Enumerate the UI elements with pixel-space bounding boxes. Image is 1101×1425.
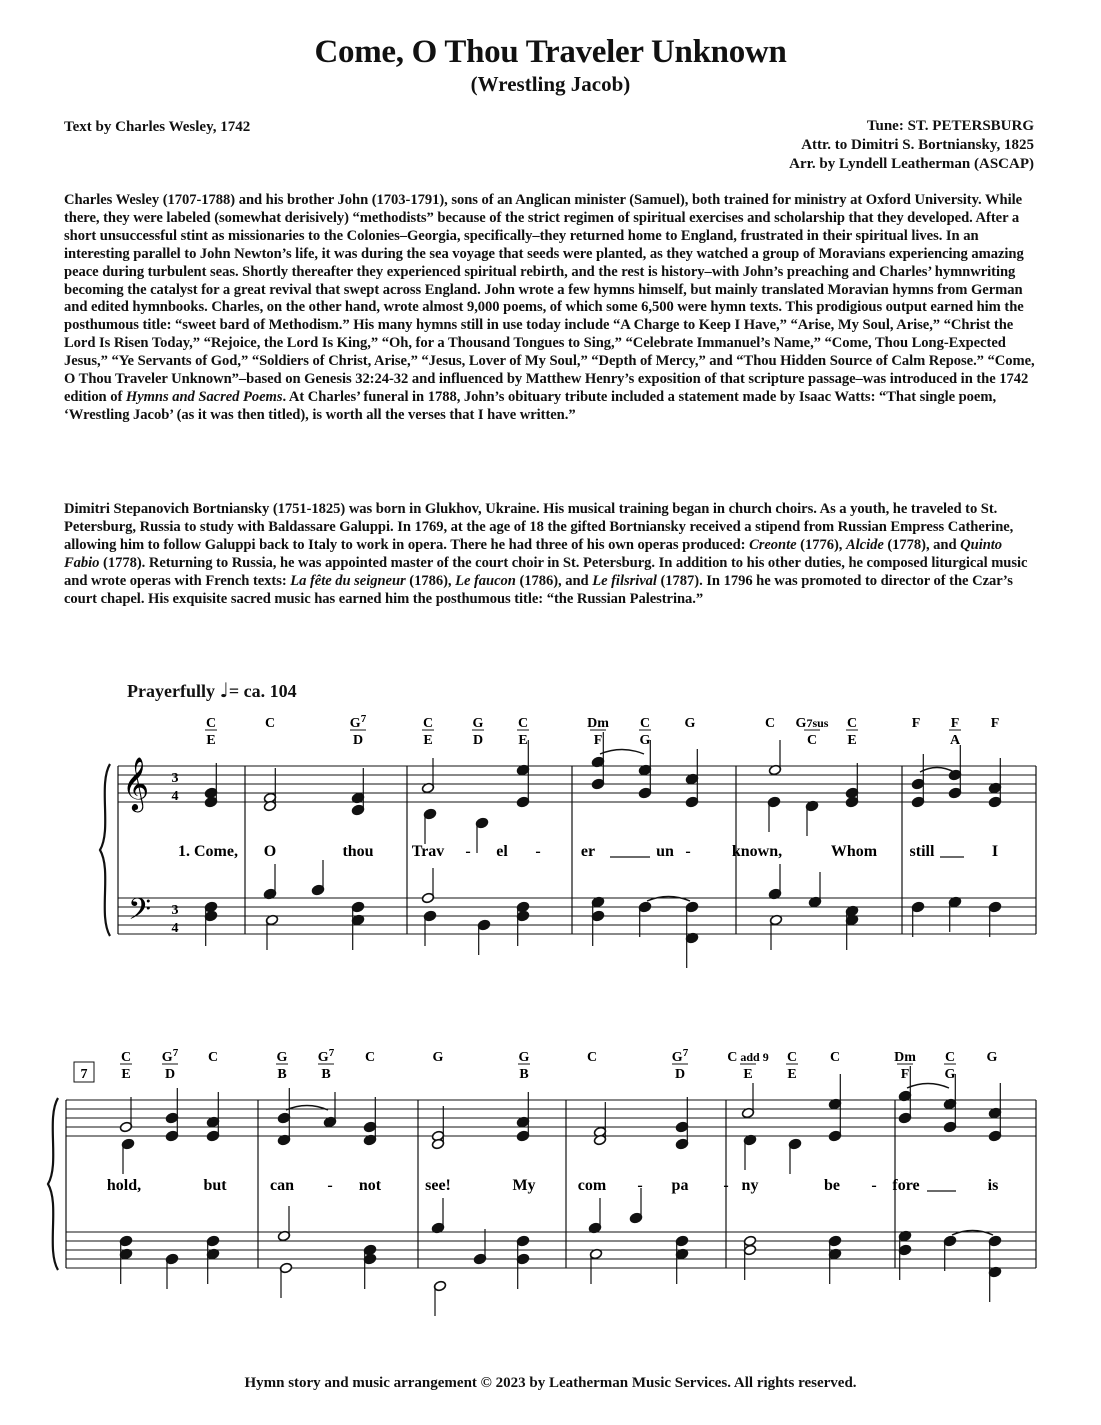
quarter-note	[828, 1130, 841, 1142]
quarter-note	[363, 1253, 376, 1265]
quarter-note	[119, 1235, 132, 1247]
half-note	[743, 1244, 756, 1256]
time-signature-top: 3	[171, 903, 179, 918]
chord-symbol: C add 9	[727, 1050, 769, 1065]
chord-symbol: G7sus	[795, 716, 829, 731]
quarter-note	[845, 796, 858, 808]
quarter-note	[948, 787, 961, 799]
page-subtitle: (Wrestling Jacob)	[470, 72, 631, 96]
quarter-note	[206, 1130, 219, 1142]
grand-staff-brace	[48, 1098, 58, 1270]
quarter-note	[988, 796, 1001, 808]
chord-symbol: $G^7$	[161, 1047, 179, 1065]
chord-symbol: C	[207, 1050, 219, 1065]
chord-bass-note: B	[321, 1067, 331, 1082]
chord-bass-note: E	[847, 733, 857, 748]
opera-title: Le faucon	[455, 572, 516, 589]
chord-symbol: C	[764, 716, 776, 731]
quarter-note	[516, 796, 529, 808]
chord-symbol: C	[586, 1050, 598, 1065]
lyric-syllable: is	[987, 1177, 999, 1194]
lyric-syllable: be	[824, 1177, 840, 1194]
book-title: Hymns and Sacred Poems	[125, 388, 283, 405]
chord-bass-note: F	[900, 1067, 910, 1082]
lyric-syllable: -	[637, 1177, 643, 1194]
chord-bass-note: E	[121, 1067, 131, 1082]
tune-attribution: Attr. to Dimitri S. Bortniansky, 1825	[801, 137, 1034, 153]
quarter-note	[206, 1235, 219, 1247]
chord-bass-note: G	[639, 733, 651, 748]
opera-title: La fête du seigneur	[290, 572, 406, 589]
quarter-note	[516, 1253, 529, 1265]
tempo-value: = ca. 104	[228, 681, 297, 701]
chord-bass-note: E	[743, 1067, 753, 1082]
quarter-note	[638, 901, 651, 913]
bass-clef-icon: 𝄢	[128, 893, 152, 934]
quarter-note	[988, 1130, 1001, 1142]
story-text: (1778), and	[883, 536, 961, 553]
chord-bass-note: A	[949, 733, 961, 748]
chord-bass-note: D	[472, 733, 484, 748]
quarter-note	[675, 1138, 688, 1150]
chord-symbol: $G^7$	[349, 713, 367, 731]
arranger-credit: Arr. by Lyndell Leatherman (ASCAP)	[789, 156, 1034, 172]
tie	[952, 1231, 993, 1236]
chord-symbol: C	[944, 1050, 956, 1065]
chord-symbol: C	[639, 716, 651, 731]
quarter-note	[898, 1244, 911, 1256]
tie	[907, 1084, 949, 1089]
lyric-syllable: can	[270, 1177, 294, 1194]
lyric-syllable: not	[358, 1177, 382, 1194]
quarter-note	[943, 1121, 956, 1133]
story-text: (1786), and	[515, 572, 593, 589]
chord-symbol: G	[986, 1050, 998, 1065]
story-text: (1776),	[796, 536, 846, 553]
page-title: Come, O Thou Traveler Unknown	[314, 34, 787, 70]
chord-bass-note: B	[519, 1067, 529, 1082]
quarter-note	[828, 1235, 841, 1247]
quarter-note	[204, 796, 217, 808]
chord-symbol: C	[829, 1050, 841, 1065]
chord-symbol: G	[276, 1050, 288, 1065]
story-text: (1787). In 1796 he was promoted to director of the Czar’s court chapel. His exquisite sacred music has earned him the posthumous title: “the Russian Palestrina.”	[64, 572, 1013, 607]
time-signature-top: 3	[171, 771, 179, 786]
copyright-notice: Hymn story and music arrangement © 2023 by Leatherman Music Services. All rights reserved.	[244, 1375, 857, 1391]
quarter-note	[988, 1235, 1001, 1247]
text-credit: Text by Charles Wesley, 1742	[64, 119, 251, 135]
lyric-syllable: ny	[741, 1177, 759, 1194]
chord-symbol: C	[205, 716, 217, 731]
chord-symbol: C	[786, 1050, 798, 1065]
chord-symbol: C	[846, 716, 858, 731]
chord-symbol: F	[990, 716, 1000, 731]
quarter-note	[351, 901, 364, 913]
chord-symbol: C	[517, 716, 529, 731]
quarter-note	[685, 901, 698, 913]
chord-symbol: G	[472, 716, 484, 731]
lyric-syllable: -	[327, 1177, 333, 1194]
lyric-syllable: O	[263, 843, 277, 860]
lyric-syllable: -	[871, 1177, 877, 1194]
quarter-note	[477, 919, 490, 931]
quarter-note	[638, 787, 651, 799]
lyric-syllable: com	[577, 1177, 607, 1194]
chord-bass-note: C	[806, 733, 818, 748]
quarter-note	[675, 1121, 688, 1133]
quarter-note	[911, 778, 924, 790]
quarter-note	[277, 1112, 290, 1124]
story-text: (1778). Returning to Russia, he was appointed master of the court choir in St. Petersburg. In addition to his other duties, he composed liturgical music and wrote operas with French texts:	[64, 554, 1028, 589]
quarter-note	[675, 1235, 688, 1247]
chord-bass-note: E	[423, 733, 433, 748]
story-text: (1786),	[405, 572, 456, 589]
lyric-syllable: el	[496, 843, 508, 860]
lyric-syllable: -	[685, 843, 691, 860]
quarter-note	[516, 1130, 529, 1142]
lyric-syllable: 1. Come,	[178, 843, 238, 860]
opera-title: Alcide	[845, 536, 884, 553]
lyric-syllable: er	[580, 843, 596, 860]
chord-symbol: $G^7$	[317, 1047, 335, 1065]
chord-symbol: $G^7$	[671, 1047, 689, 1065]
chord-bass-note: E	[206, 733, 216, 748]
quarter-note-icon: ♩	[219, 678, 229, 702]
chord-bass-note: D	[164, 1067, 176, 1082]
quarter-note	[911, 901, 924, 913]
tempo-word: Prayerfully	[127, 681, 215, 701]
opera-title: Quinto Fabio	[64, 536, 1003, 571]
quarter-note	[898, 1112, 911, 1124]
chord-symbol: C	[422, 716, 434, 731]
quarter-note	[165, 1130, 178, 1142]
chord-symbol: G	[684, 716, 696, 731]
chord-symbol: G	[518, 1050, 530, 1065]
lyric-syllable: My	[512, 1177, 536, 1194]
quarter-note	[988, 901, 1001, 913]
chord-symbol: C	[264, 716, 276, 731]
lyric-syllable: I	[991, 843, 999, 860]
quarter-note	[516, 1235, 529, 1247]
time-signature-bottom: 4	[171, 921, 179, 936]
lyric-syllable: but	[203, 1177, 227, 1194]
quarter-note	[516, 910, 529, 922]
time-signature-bottom: 4	[171, 789, 179, 804]
tie	[920, 768, 954, 773]
lyric-syllable: fore	[892, 1177, 920, 1194]
lyric-syllable: pa	[671, 1177, 689, 1194]
lyric-syllable: un	[656, 843, 674, 860]
lyric-syllable: thou	[342, 843, 374, 860]
lyric-syllable: -	[465, 843, 471, 860]
grand-staff-brace	[100, 764, 110, 936]
chord-symbol: Dm	[894, 1050, 916, 1065]
lyric-syllable: Whom	[830, 843, 878, 860]
quarter-note	[943, 1235, 956, 1247]
opera-title: Le filsrival	[592, 572, 657, 589]
quarter-note	[165, 1112, 178, 1124]
quarter-note	[591, 910, 604, 922]
chord-symbol: F	[911, 716, 921, 731]
quarter-note	[363, 1121, 376, 1133]
treble-clef-icon: 𝄞	[122, 756, 150, 810]
chord-bass-note: D	[352, 733, 364, 748]
measure-number: 7	[80, 1067, 88, 1082]
quarter-note	[351, 804, 364, 816]
chord-bass-note: G	[944, 1067, 956, 1082]
story-text: Charles Wesley (1707-1788) and his brother John (1703-1791), sons of an Anglican minister (Samuel), both trained for ministry at Oxford University. While there, they were labeled (somewhat derisively) “methodists” because of the strict regimen of spiritual exercises and scholarship that they developed. After a short unsuccessful stint as missionaries to the Colonies–Georgia, specifically–they returned home to England, frustrated in their spiritual lives. In an interesting parallel to John Newton’s life, it was during the sea voyage that seeds were planted, as they watched a group of Moravians experiencing amazing peace during turbulent seas. Shortly thereafter they experienced spiritual rebirth, and the rest is history–with John’s preaching and Charles’ hymnwriting becoming the catalyst for a great revival that swept across England. John wrote a few hymns himself, but mainly translated Moravian hymns from German and edited hymnbooks. Charles, on the other hand, wrote almost 9,000 poems, of which some 6,500 were hymn texts. This prodigious output earned him the posthumous title: “sweet bard of Methodism.” His many hymns still in use today include “A Charge to Keep I Have,” “Arise, My Soul, Arise,” “Christ the Lord Is Risen Today,” “Rejoice, the Lord Is King,” “Oh, for a Thousand Tongues to Sing,” “Celebrate Immanuel’s Name,” “Come, Thou Long-Expected Jesus,” “Ye Servants of God,” “Soldiers of Christ, Arise,” “Jesus, Lover of My Soul,” “Depth of Mercy,” and “Thou Hidden Source of Calm Repose.” “Come, O Thou Traveler Unknown”–based on Genesis 32:24-32 and influenced by Matthew Henry’s exposition of that scripture passage–was introduced in the 1742 edition of	[64, 192, 1035, 405]
story-text: Dimitri Stepanovich Bortniansky (1751-1825) was born in Glukhov, Ukraine. His musical training began in church choirs. As a youth, he traveled to St. Petersburg, Russia to study with Baldassare Galuppi. In 1769, at the age of 18 the gifted Bortniansky received a stipend from Russian Empress Catherine, allowing him to follow Galuppi back to Italy to work in opera. There he had three of his own operas produced:	[64, 501, 1014, 553]
chord-symbol: C	[364, 1050, 376, 1065]
chord-symbol: F	[950, 716, 960, 731]
quarter-note	[591, 778, 604, 790]
lyric-syllable: -	[723, 1177, 729, 1194]
chord-symbol: Dm	[587, 716, 609, 731]
lyric-syllable: known,	[731, 843, 783, 860]
lyric-syllable: still	[909, 843, 935, 860]
story-text: . At Charles’ funeral in 1788, John’s obituary tribute included a statement made by Isaac Watts: “That single poem, ‘Wrestling Jacob’ (as it was then titled), is worth all the verses that I have written.”	[64, 388, 997, 423]
chord-bass-note: E	[518, 733, 528, 748]
tie	[647, 897, 690, 902]
chord-bass-note: E	[787, 1067, 797, 1082]
lyric-syllable: Trav	[411, 843, 445, 860]
chord-bass-note: D	[674, 1067, 686, 1082]
lyric-syllable: -	[535, 843, 541, 860]
chord-bass-note: B	[277, 1067, 287, 1082]
opera-title: Creonte	[749, 536, 797, 553]
chord-symbol: G	[432, 1050, 444, 1065]
quarter-note	[911, 796, 924, 808]
tune-name: Tune: ST. PETERSBURG	[866, 118, 1034, 134]
chord-bass-note: F	[593, 733, 603, 748]
quarter-note	[685, 796, 698, 808]
chord-symbol: C	[120, 1050, 132, 1065]
tie	[600, 750, 644, 755]
quarter-note	[204, 910, 217, 922]
lyric-syllable: see!	[425, 1177, 451, 1194]
lyric-syllable: hold,	[106, 1177, 142, 1194]
